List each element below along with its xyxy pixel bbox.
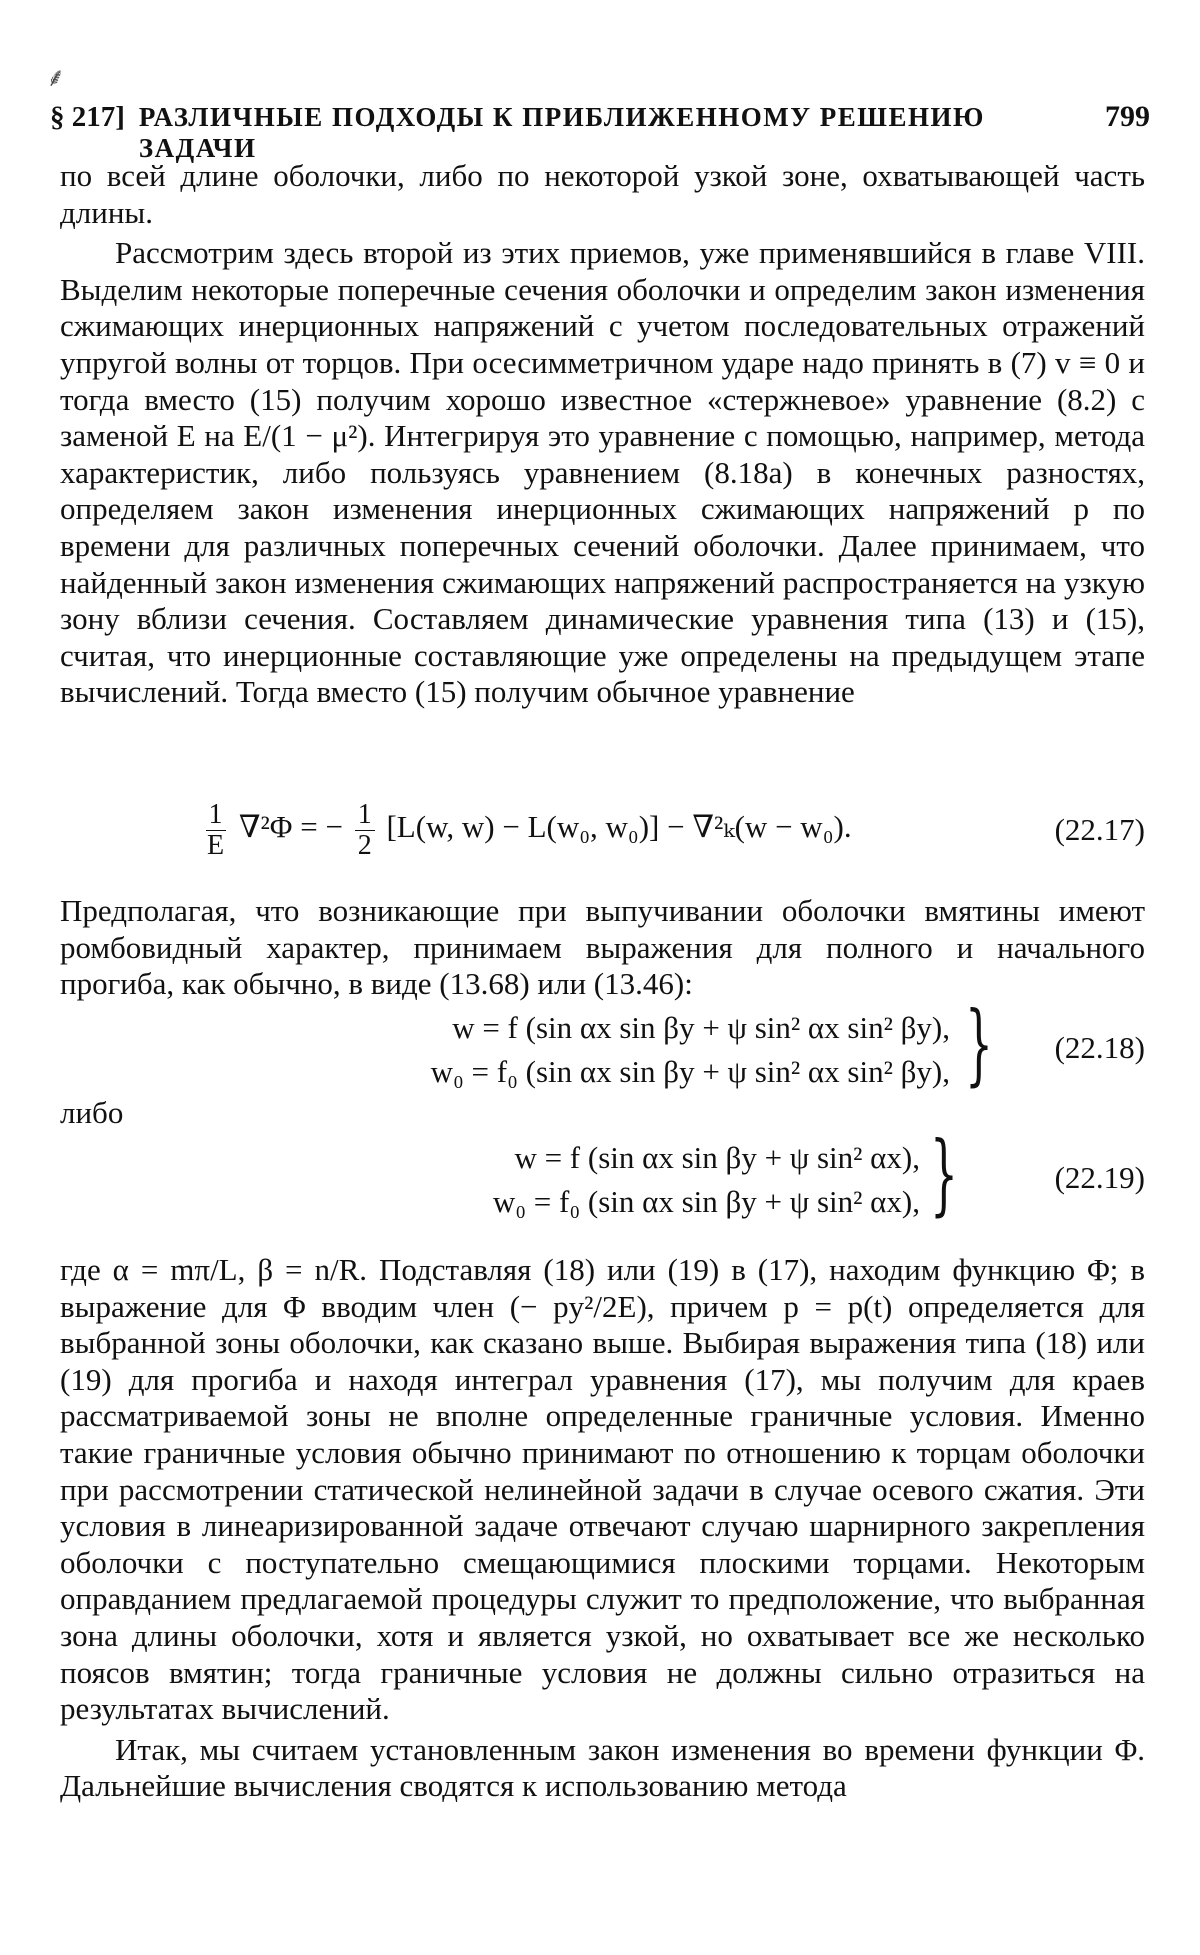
paragraph-continuation: по всей длине оболочки, либо по некоторой узкой зоне, охватывающей часть длины.: [60, 158, 1145, 230]
equation-lhs: ∇²Φ = −: [238, 809, 343, 845]
text-block-top: [60, 158, 1145, 711]
equation-line-w0: w₀ = f₀ (sin αx sin βy + ψ sin² αx sin² βy),: [430, 1054, 950, 1089]
equation-22-19: [60, 1122, 1145, 1228]
paragraph-conclusion: Итак, мы считаем установленным закон изменения во времени функции Φ. Дальнейшие вычисления сводятся к использованию метода: [60, 1731, 1145, 1804]
section-number: § 217]: [50, 101, 125, 133]
equation-line-w0: w₀ = f₀ (sin αx sin βy + ψ sin² αx),: [492, 1184, 920, 1219]
fraction-1-over-e: $\frac{1}{E}$: [207, 799, 225, 861]
equation-rhs: [L(w, w) − L(w₀, w₀)] − ∇²ₖ(w − w₀).: [386, 809, 852, 845]
paragraph-assumption: Предполагая, что возникающие при выпучивании оболочки вмятины имеют ромбовидный характер, принимаем выражения для полного и начального прогиба, как обычно, в виде (13.68) или (13.46):: [60, 893, 1145, 1002]
text-block-bottom: [60, 1252, 1145, 1805]
print-speck-icon: ⸙: [46, 63, 66, 92]
paragraph-boundary: где α = mπ/L, β = n/R. Подставляя (18) или (19) в (17), находим функцию Φ; в выражение для Φ вводим член (− py²/2E), причем p = p(t) определяется для выбранной зоны оболочки, как сказано выше. Выбирая выражения типа (18) или (19) для прогиба и находя интеграл уравнения (17), мы получим для краев рассматриваемой зоны не вполне определенные граничные условия. Именно такие граничные условия обычно принимают по отношению к торцам оболочки при рассмотрении статической нелинейной задачи в случае осевого сжатия. Эти условия в линеаризированной задаче отвечают случаю шарнирного закрепления оболочки с поступательно смещающимися плоскими торцами. Некоторым оправданием предлагаемой процедуры служит то предположение, что выбранная зона длины оболочки, хотя и является узкой, но охватывает все же несколько поясов вмятин; тогда граничные условия не должны сильно отразиться на результатах вычислений.: [60, 1252, 1145, 1727]
right-brace-icon: }: [930, 1122, 958, 1225]
word-libo: либо: [60, 1095, 124, 1130]
equation-number: (22.18): [1054, 1030, 1145, 1065]
equation-body: [200, 800, 852, 860]
running-header: [50, 100, 1150, 163]
equation-lines: [290, 1006, 950, 1094]
paragraph-method: Рассмотрим здесь второй из этих приемов, уже применявшийся в главе VIII. Выделим некоторые поперечные сечения оболочки и определим закон изменения сжимающих инерционных напряжений с учетом последовательных отражений упругой волны от торцов. При осесимметричном ударе надо принять в (7) v ≡ 0 и тогда вместо (15) получим хорошо известное «стержневое» уравнение (8.2) с заменой E на E/(1 − μ²). Интегрируя это уравнение с помощью, например, метода характеристик, либо пользуясь уравнением (8.18a) в конечных разностях, определяем закон изменения инерционных сжимающих напряжений p по времени для различных поперечных сечений оболочки. Далее принимаем, что найденный закон изменения сжимающих напряжений распространяется на узкую зону вблизи сечения. Составляем динамические уравнения типа (13) и (15), считая, что инерционные составляющие уже определены на предыдущем этапе вычислений. Тогда вместо (15) получим обычное уравнение: [60, 235, 1145, 710]
equation-number: (22.17): [1054, 812, 1145, 847]
right-brace-icon: }: [965, 992, 993, 1095]
equation-line-w: w = f (sin αx sin βy + ψ sin² αx),: [514, 1140, 920, 1175]
running-title: РАЗЛИЧНЫЕ ПОДХОДЫ К ПРИБЛИЖЕННОМУ РЕШЕНИЮ ЗАДАЧИ: [138, 102, 985, 163]
equation-number: (22.19): [1054, 1160, 1145, 1195]
equation-22-18: [60, 992, 1145, 1098]
equation-lines: [340, 1136, 920, 1224]
text-block-assume: [60, 893, 1145, 1003]
page-number: 799: [1105, 100, 1150, 133]
equation-line-w: w = f (sin αx sin βy + ψ sin² αx sin² βy),: [452, 1010, 950, 1045]
fraction-1-over-2: $\frac{1}{2}$: [355, 800, 375, 860]
equation-22-17: [60, 795, 1145, 865]
